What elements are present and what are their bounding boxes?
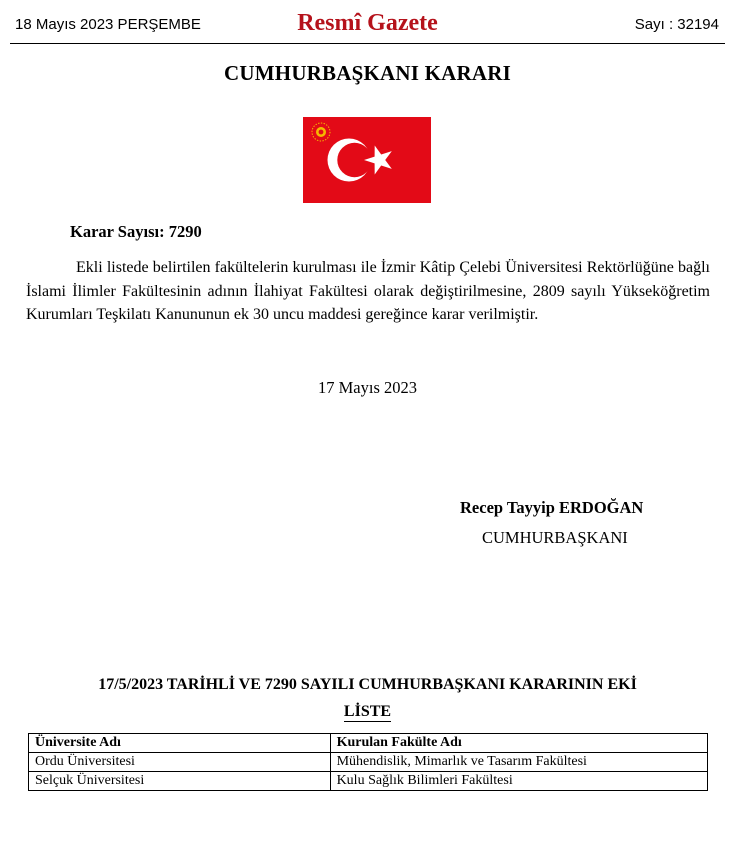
decree-date: 17 Mayıs 2023 <box>318 378 417 397</box>
decree-heading: CUMHURBAŞKANI KARARI <box>224 61 511 85</box>
table-row <box>29 753 708 772</box>
annex-title: 17/5/2023 TARİHLİ VE 7290 SAYILI CUMHURBAŞKANI KARARININ EKİ <box>98 676 637 693</box>
gazette-title: Resmî Gazete <box>297 10 438 36</box>
issue-number: Sayı : 32194 <box>634 16 719 33</box>
university-cell: Ordu Üniversitesi <box>29 753 331 772</box>
column-header-faculty: Kurulan Fakülte Adı <box>330 734 707 753</box>
faculty-cell: Kulu Sağlık Bilimleri Fakültesi <box>330 772 707 791</box>
signatory-title: CUMHURBAŞKANI <box>482 528 628 547</box>
faculty-table <box>28 733 708 791</box>
table-header-row <box>29 734 708 753</box>
annex-subtitle-text: LİSTE <box>343 703 392 720</box>
signatory-name: Recep Tayyip ERDOĞAN <box>460 498 644 517</box>
decision-number: Karar Sayısı: 7290 <box>70 222 202 241</box>
turkish-flag-icon <box>303 117 431 203</box>
gazette-header <box>0 0 735 44</box>
header-divider <box>10 43 725 44</box>
annex-subtitle <box>0 703 735 721</box>
decree-body: Ekli listede belirtilen fakültelerin kurulması ile İzmir Kâtip Çelebi Üniversitesi Rektörlüğüne bağlı İslami İlimler Fakültesinin adının İlahiyat Fakültesi olarak değiştirilmesine, 2809 sayılı Yükseköğretim Kurumları Teşkilatı Kanununun ek 30 uncu maddesi gereğince karar verilmiştir. <box>26 259 710 323</box>
issue-date: 18 Mayıs 2023 PERŞEMBE <box>15 16 201 33</box>
column-header-university: Üniversite Adı <box>29 734 331 753</box>
table-row <box>29 772 708 791</box>
faculty-cell: Mühendislik, Mimarlık ve Tasarım Fakültesi <box>330 753 707 772</box>
university-cell: Selçuk Üniversitesi <box>29 772 331 791</box>
